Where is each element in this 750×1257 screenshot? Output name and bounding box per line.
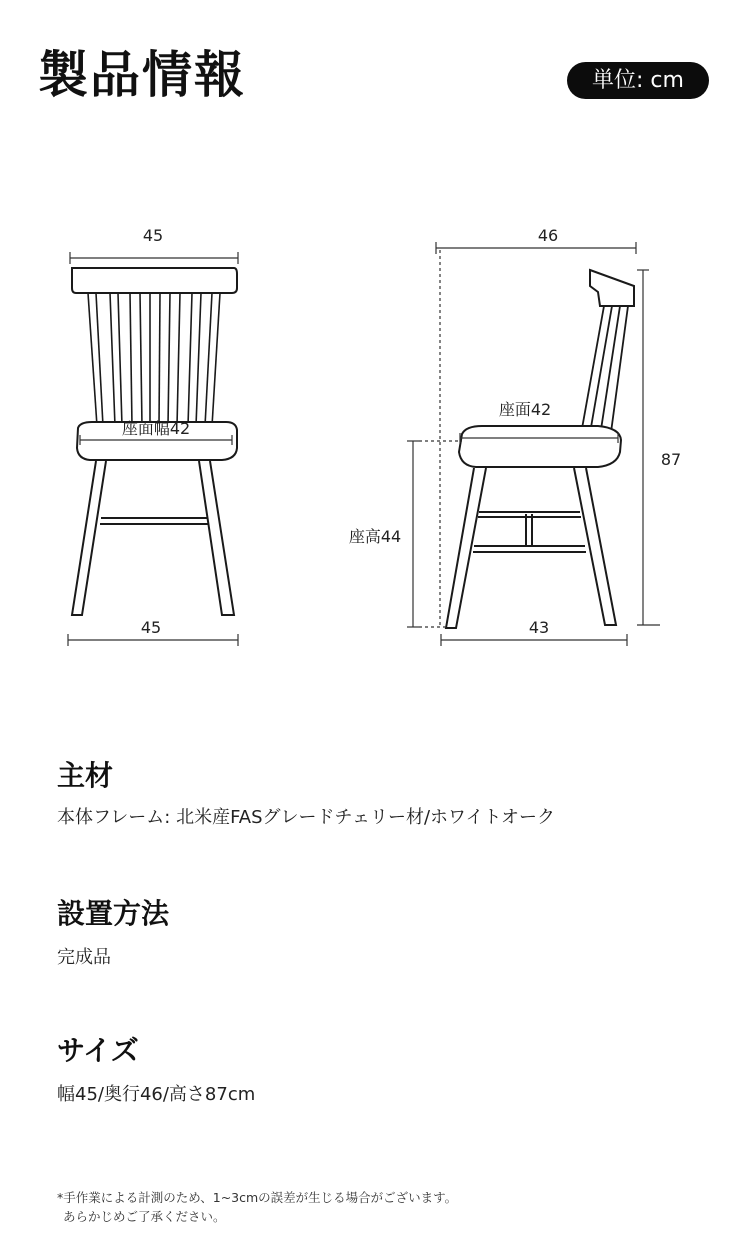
disclaimer-line-1: *手作業による計測のため、1~3cmの誤差が生じる場合がございます。	[57, 1190, 458, 1205]
disclaimer-line-2: あらかじめご了承ください。	[63, 1209, 226, 1224]
install-text: 完成品	[57, 947, 111, 968]
side-height-label: 87	[660, 450, 682, 469]
material-heading: 主材	[57, 759, 114, 792]
size-text: 幅45/奥行46/高さ87cm	[57, 1084, 256, 1105]
front-top-width-label: 45	[142, 226, 164, 245]
side-bottom-depth-label: 43	[528, 618, 550, 637]
disclaimer-note	[57, 1188, 457, 1226]
size-heading: サイズ	[57, 1034, 139, 1067]
unit-badge: 単位: cm	[567, 62, 709, 99]
front-bottom-width-label: 45	[140, 618, 162, 637]
side-depth-label: 46	[537, 226, 559, 245]
page-title: 製品情報	[38, 46, 246, 104]
side-view-chair	[446, 270, 634, 628]
install-heading: 設置方法	[57, 897, 170, 930]
front-seat-width-label: 座面幅42	[121, 419, 191, 438]
side-seat-depth-label: 座面42	[498, 400, 552, 419]
side-seat-height-label: 座高44	[348, 527, 402, 546]
chair-dimension-diagram	[0, 200, 750, 670]
front-view-chair	[72, 268, 237, 615]
material-text: 本体フレーム: 北米産FASグレードチェリー材/ホワイトオーク	[57, 807, 555, 828]
